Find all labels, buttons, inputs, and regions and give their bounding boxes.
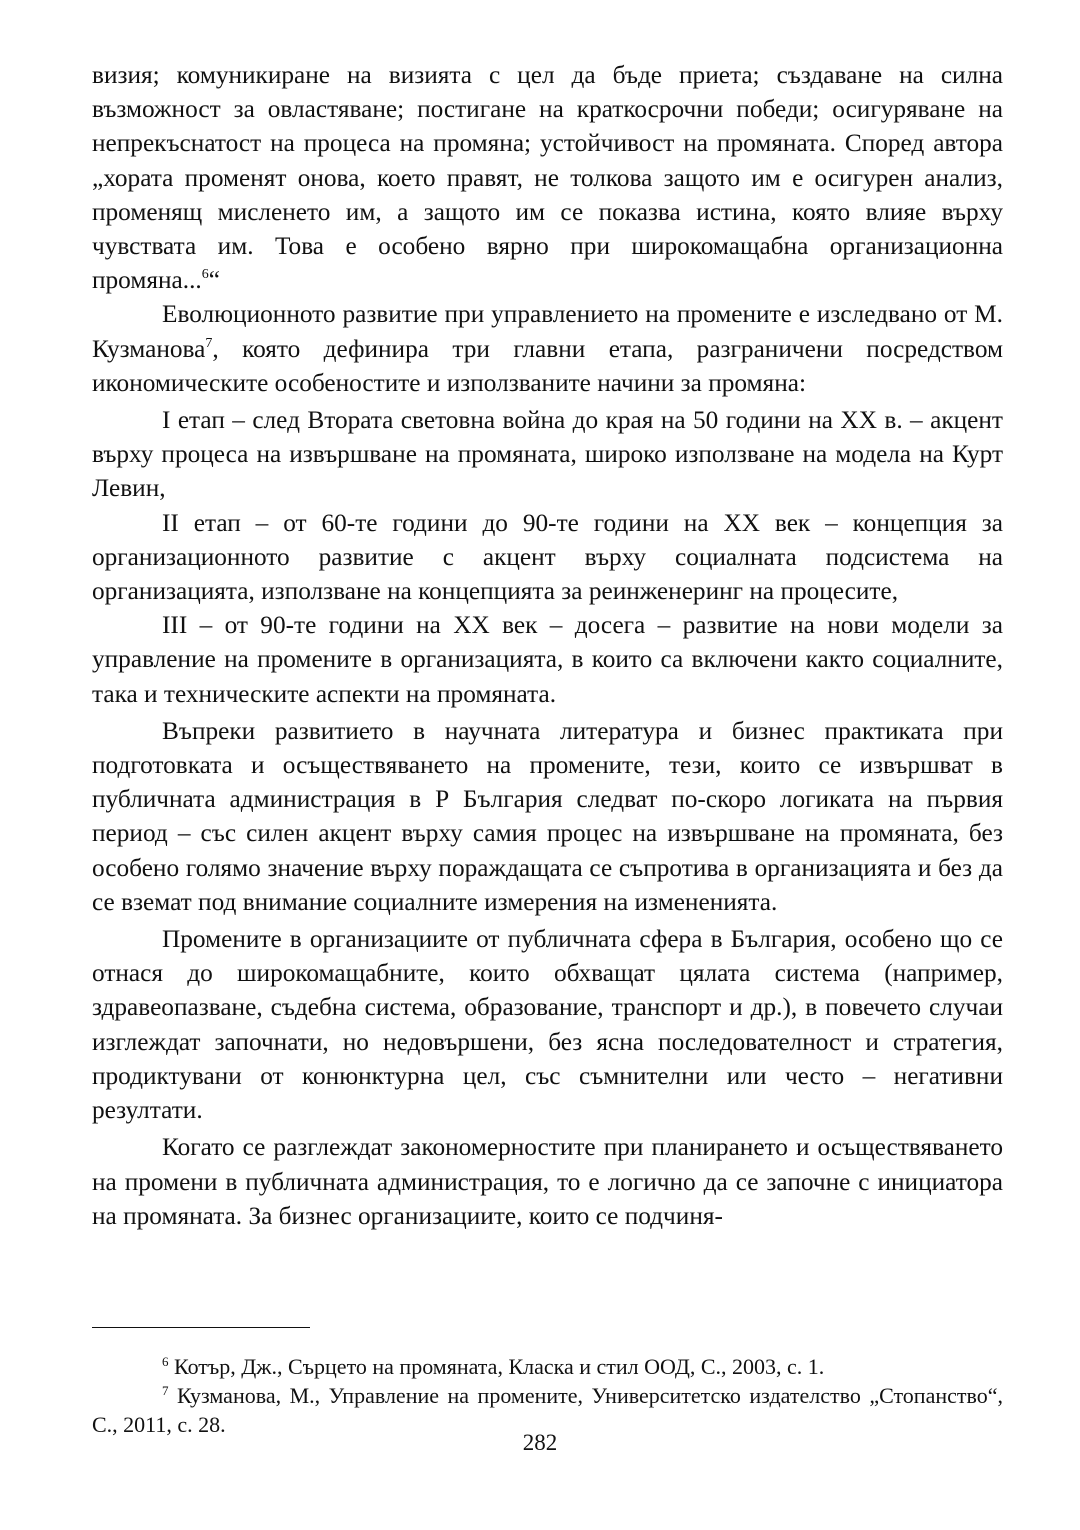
footnote-7-text: Кузманова, М., Управление на промените, Университетско издателство „Стопанство“, С., 2011, с. 28. [92,1383,1003,1437]
footnote-separator [92,1327,310,1328]
stage-1-paragraph: I етап – след Втората световна война до края на 50 години на XX в. – акцент върху процеса на извършване на промяната, широко използване на модела на Курт Левин, [92,406,1003,503]
paragraph-8: Когато се разглеждат закономерностите при планирането и осъществяването на промени в публичната администрация, то е логично да се започне с инициатора на промяната. За бизнес организациите, които се подчиня- [92,1133,1003,1230]
paragraph-7: Промените в организациите от публичната сфера в България, особено що се отнася до широкомащабните, които обхващат цялата система (например, здравеопазване, съдебна система, образование, транспорт и др.), в повечето случаи изглеждат започнати, но недовършени, без ясна последователност и стратегия, продиктувани от конюнктурна цел, със съмнителни или често – негативни резултати. [92,925,1003,1125]
footnote-ref-7[interactable]: 7 [205,335,213,351]
paragraph-6: Въпреки развитието в научната литература и бизнес практиката при подготовката и осъществяването на промените, тези, които се извършват в публичната администрация в Р България следват по-скоро логиката на първия период – със силен акцент върху самия процес на извършване на промяната, без особено голямо значение върху пораждащата се съпротива в организацията и без да се вземат под внимание социалните измерения на измененията. [92,716,1003,916]
footnote-7-number: 7 [162,1383,169,1398]
paragraph-2-text-b: , която дефинира три главни етапа, разграничени посредством икономическите особеностите и използваните начини за промяна: [92,334,1003,397]
paragraph-2-text-a: Еволюционното развитие при управлението на промените е изследвано от М. Кузманова [92,300,1003,363]
closing-quote: “ [208,266,220,295]
footnotes [92,1352,1003,1439]
main-text [92,58,1003,1233]
paragraph-1 [92,58,1003,297]
paragraph-2 [92,297,1003,400]
footnote-6 [92,1352,1003,1381]
stage-2-paragraph: II етап – от 60-те години до 90-те години на XX век – концепция за организационното развитие с акцент върху социалната подсистема на организацията, използване на концепцията за реинженеринг на процесите, [92,508,1003,606]
footnote-6-text: Котър, Дж., Сърцето на промяната, Класка и стил ООД, С., 2003, с. 1. [174,1354,825,1379]
page-number: 282 [522,1430,558,1455]
footnote-ref-6[interactable]: 6 [201,267,209,283]
stage-3-paragraph: III – от 90-те години на XX век – досега – развитие на нови модели за управление на промените в организацията, в които са включени както социалните, така и техническите аспекти на промяната. [92,611,1003,708]
footnote-6-number: 6 [162,1354,169,1369]
paragraph-1-text: визия; комуникиране на визията с цел да бъде приета; създаване на силна възможност за овластяване; постигане на краткосрочни победи; осигуряване на непрекъснатост на процеса на промяна; устойчивост на промяната. Според автора „хората променят онова, което правят, не толкова защото им е осигурен анализ, променящ мисленето им, а защото им се показва истина, която влияе върху чувствата им. Това е особено вярно при широкомащабна организационна промяна... [92,61,1003,295]
